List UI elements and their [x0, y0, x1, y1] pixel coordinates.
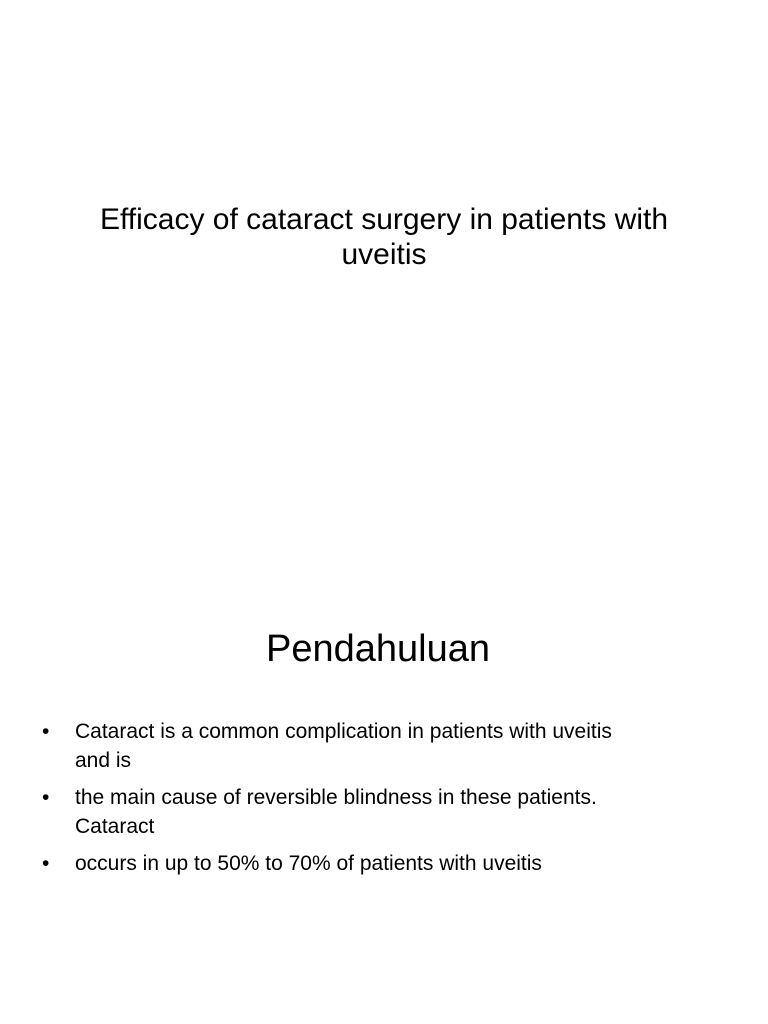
bullet-item-3 [40, 849, 740, 878]
bullet-text-line-1: Cataract is a common complication in patients with uveitis [75, 720, 612, 743]
bullet-dot-icon: • [42, 720, 50, 743]
slide-title [40, 202, 728, 272]
bullet-text-line-2: and is [75, 749, 132, 772]
bullet-list [40, 717, 740, 886]
bullet-text-line-2: Cataract [75, 815, 155, 838]
bullet-dot-icon: • [42, 786, 50, 809]
bullet-text-line-1: occurs in up to 50% to 70% of patients with uveitis [75, 852, 542, 875]
section-heading: Pendahuluan [266, 628, 490, 670]
slide-title-line-2: uveitis [341, 238, 427, 271]
bullet-item-2 [40, 783, 740, 841]
slide-title-line-1: Efficacy of cataract surgery in patients with [99, 203, 669, 236]
bullet-dot-icon: • [42, 852, 50, 875]
bullet-text-line-1: the main cause of reversible blindness in these patients. [75, 786, 597, 809]
bullet-item-1 [40, 717, 740, 775]
